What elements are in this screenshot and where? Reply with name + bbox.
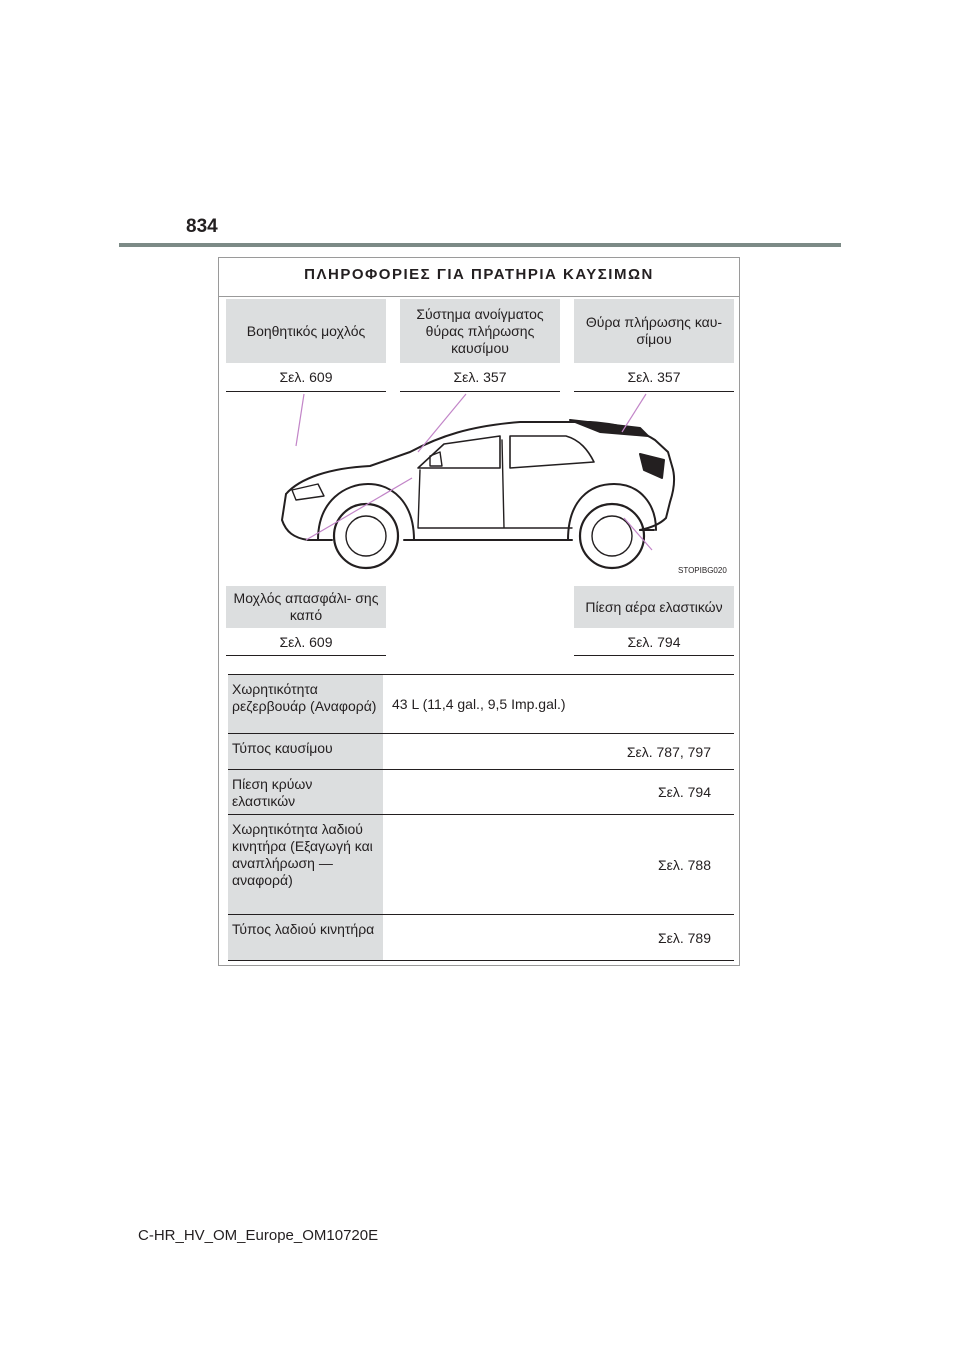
table-row [228,734,734,770]
front-wheel-rim [346,516,386,556]
front-wheel [334,504,398,568]
headlight [292,484,324,500]
ref-page-auxiliary-catch[interactable]: Σελ. 609 [226,363,386,392]
spec-key-fuel-type: Τύπος καυσίμου [228,734,384,769]
spec-key-oil-type: Τύπος λαδιού κινητήρα [228,915,384,960]
door-line [418,440,572,528]
rear-window [510,436,594,468]
table-row [228,770,734,815]
car-lower-body [282,494,654,540]
table-row [228,815,734,915]
ref-page-hood-release[interactable]: Σελ. 609 [226,628,386,656]
box-title: ΠΛΗΡΟΦΟΡΙΕΣ ΓΙΑ ΠΡΑΤΗΡΙΑ ΚΑΥΣΙΜΩΝ [304,266,654,283]
spec-key-oil-capacity: Χωρητικότητα λαδιού κινητήρα (Εξαγωγή και αναπλήρωση — αναφορά) [228,815,384,914]
car-spoiler [570,420,648,436]
spec-table [228,674,734,961]
table-row [228,675,734,734]
spec-value-oil-capacity[interactable]: Σελ. 788 [657,856,711,873]
ref-label-fuel-door: Θύρα πλήρωσης καυ- σίμου [574,299,734,363]
callout-tire-pressure [624,518,652,550]
spec-value-fuel-type[interactable]: Σελ. 787, 797 [626,743,711,760]
spec-value-cold-tire-pressure[interactable]: Σελ. 794 [657,784,711,800]
callout-fuel-door [622,394,646,432]
ref-label-auxiliary-catch: Βοηθητικός μοχλός [226,299,386,363]
rear-wheel [580,504,644,568]
ref-label-tire-pressure: Πίεση αέρα ελαστικών [574,586,734,628]
ref-label-fuel-door-opener: Σύστημα ανοίγματος θύρας πλήρωσης καυσίμου [400,299,560,363]
callout-hood-release [306,478,412,540]
spec-value-oil-type[interactable]: Σελ. 789 [657,929,711,946]
callout-auxiliary-catch [296,394,304,446]
ref-page-fuel-door-opener[interactable]: Σελ. 357 [400,363,560,392]
callout-fuel-door-opener [418,394,466,452]
spec-value-tank-capacity: 43 L (11,4 gal., 9,5 Imp.gal.) [392,696,566,712]
image-code: STOPIBG020 [678,566,727,575]
footer-document-code: C-HR_HV_OM_Europe_OM10720E [138,1227,379,1244]
ref-label-hood-release: Μοχλός απασφάλι- σης καπό [226,586,386,628]
ref-page-tire-pressure[interactable]: Σελ. 794 [574,628,734,656]
spec-key-cold-tire-pressure: Πίεση κρύων ελαστικών [228,770,384,814]
table-row [228,915,734,961]
spec-key-tank-capacity: Χωρητικότητα ρεζερβουάρ (Αναφορά) [228,675,384,733]
page-number: 834 [186,216,218,237]
tail-light [640,454,664,478]
front-wheel-arch [318,484,414,540]
side-mirror [430,452,442,466]
ref-page-fuel-door[interactable]: Σελ. 357 [574,363,734,392]
rear-wheel-rim [592,516,632,556]
